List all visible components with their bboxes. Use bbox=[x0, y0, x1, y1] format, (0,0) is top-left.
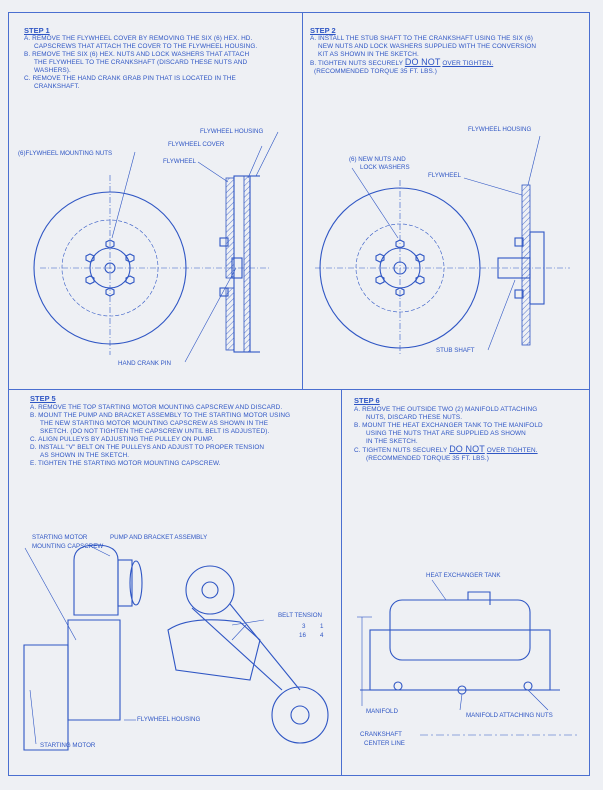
step1-line: THE FLYWHEEL TO THE CRANKSHAFT (DISCARD THESE NUTS AND bbox=[34, 59, 248, 66]
label-flywheel-housing-2: FLYWHEEL HOUSING bbox=[468, 126, 532, 133]
label-hand-crank-pin: HAND CRANK PIN bbox=[118, 360, 171, 367]
step6-heading: STEP 6 bbox=[354, 396, 380, 405]
step5-line: THE NEW STARTING MOTOR MOUNTING CAPSCREW AS SHOWN IN THE bbox=[40, 420, 269, 427]
label-manifold-nuts: MANIFOLD ATTACHING NUTS bbox=[466, 712, 553, 719]
fraction-left-denominator: 16 bbox=[299, 632, 306, 639]
label-belt-tension: BELT TENSION bbox=[278, 612, 323, 619]
step2-line: KIT AS SHOWN IN THE SKETCH. bbox=[318, 51, 419, 58]
label-flywheel-cover: FLYWHEEL COVER bbox=[168, 141, 225, 148]
step5-line: B. MOUNT THE PUMP AND BRACKET ASSEMBLY TO THE STARTING MOTOR USING bbox=[30, 412, 291, 419]
step1-line: WASHERS). bbox=[34, 67, 71, 74]
step6-do-not: DO NOT bbox=[449, 444, 485, 454]
label-crankshaft: CRANKSHAFT bbox=[360, 731, 402, 738]
step5-line: A. REMOVE THE TOP STARTING MOTOR MOUNTING CAPSCREW AND DISCARD. bbox=[30, 404, 283, 411]
step2-over-tighten: OVER TIGHTEN. bbox=[442, 60, 494, 67]
step6-line bbox=[354, 446, 538, 454]
step5-line: D. INSTALL "V" BELT ON THE PULLEYS AND ADJUST TO PROPER TENSION bbox=[30, 444, 265, 451]
fraction-right-denominator: 4 bbox=[320, 632, 324, 639]
step1-heading: STEP 1 bbox=[24, 26, 50, 35]
step1-line: CAPSCREWS THAT ATTACH THE COVER TO THE FLYWHEEL HOUSING. bbox=[34, 43, 258, 50]
label-starting-motor: STARTING MOTOR bbox=[32, 534, 88, 541]
step5-line: SKETCH. (DO NOT TIGHTEN THE CAPSCREW UNTIL BELT IS ADJUSTED). bbox=[40, 428, 270, 435]
step5-line: C. ALIGN PULLEYS BY ADJUSTING THE PULLEY ON PUMP. bbox=[30, 436, 214, 443]
label-center-line: CENTER LINE bbox=[364, 740, 405, 747]
step2-line: A. INSTALL THE STUB SHAFT TO THE CRANKSHAFT USING THE SIX (6) bbox=[310, 35, 533, 42]
step5-heading: STEP 5 bbox=[30, 394, 56, 403]
step6-line: B. MOUNT THE HEAT EXCHANGER TANK TO THE MANIFOLD bbox=[354, 422, 543, 429]
step6-line: NUTS, DISCARD THESE NUTS. bbox=[366, 414, 463, 421]
fraction-left-numerator: 3 bbox=[302, 623, 306, 630]
label-starting-motor-2: STARTING MOTOR bbox=[40, 742, 96, 749]
step1-line: C. REMOVE THE HAND CRANK GRAB PIN THAT IS LOCATED IN THE bbox=[24, 75, 236, 82]
step1-line: B. REMOVE THE SIX (6) HEX. NUTS AND LOCK WASHERS THAT ATTACH bbox=[24, 51, 250, 58]
label-mounting-capscrew: MOUNTING CAPSCREW bbox=[32, 543, 104, 550]
step1-flywheel-drawing bbox=[34, 132, 278, 362]
step5-line: E. TIGHTEN THE STARTING MOTOR MOUNTING CAPSCREW. bbox=[30, 460, 221, 467]
step2-line bbox=[310, 59, 493, 67]
label-heat-exchanger: HEAT EXCHANGER TANK bbox=[426, 572, 501, 579]
label-flywheel: FLYWHEEL bbox=[163, 158, 196, 165]
label-manifold: MANIFOLD bbox=[366, 708, 398, 715]
step1-line: CRANKSHAFT. bbox=[34, 83, 80, 90]
label-flywheel-housing: FLYWHEEL HOUSING bbox=[200, 128, 264, 135]
step6-line: IN THE SKETCH. bbox=[366, 438, 418, 445]
step2-heading: STEP 2 bbox=[310, 26, 336, 35]
fraction-right-numerator: 1 bbox=[320, 623, 324, 630]
step5-line: AS SHOWN IN THE SKETCH. bbox=[40, 452, 130, 459]
step1-line: A. REMOVE THE FLYWHEEL COVER BY REMOVING THE SIX (6) HEX. HD. bbox=[24, 35, 253, 42]
label-mounting-nuts: (6)FLYWHEEL MOUNTING NUTS bbox=[18, 150, 113, 157]
step6-line: USING THE NUTS THAT ARE SUPPLIED AS SHOWN bbox=[366, 430, 526, 437]
step2-do-not: DO NOT bbox=[404, 57, 441, 67]
step6-line: A. REMOVE THE OUTSIDE TWO (2) MANIFOLD ATTACHING bbox=[354, 406, 538, 413]
step2-line: NEW NUTS AND LOCK WASHERS SUPPLIED WITH THE CONVERSION bbox=[318, 43, 537, 50]
label-stub-shaft: STUB SHAFT bbox=[436, 347, 475, 354]
step2-tighten-text: B. TIGHTEN NUTS SECURELY bbox=[310, 60, 403, 67]
label-flywheel-2: FLYWHEEL bbox=[428, 172, 461, 179]
step6-line: (RECOMMENDED TORQUE 35 FT. LBS.) bbox=[366, 455, 489, 462]
label-new-nuts: (6) NEW NUTS AND bbox=[349, 156, 406, 163]
step6-over-tighten: OVER TIGHTEN. bbox=[486, 447, 538, 454]
label-flywheel-housing-3: FLYWHEEL HOUSING bbox=[137, 716, 201, 723]
label-lock-washers: LOCK WASHERS bbox=[360, 164, 410, 171]
step2-stub-shaft-drawing bbox=[315, 136, 570, 355]
label-pump-bracket: PUMP AND BRACKET ASSEMBLY bbox=[110, 534, 208, 541]
step6-tighten-text: C. TIGHTEN NUTS SECURELY bbox=[354, 447, 448, 454]
step2-line: (RECOMMENDED TORQUE 35 FT. LBS.) bbox=[314, 68, 437, 75]
